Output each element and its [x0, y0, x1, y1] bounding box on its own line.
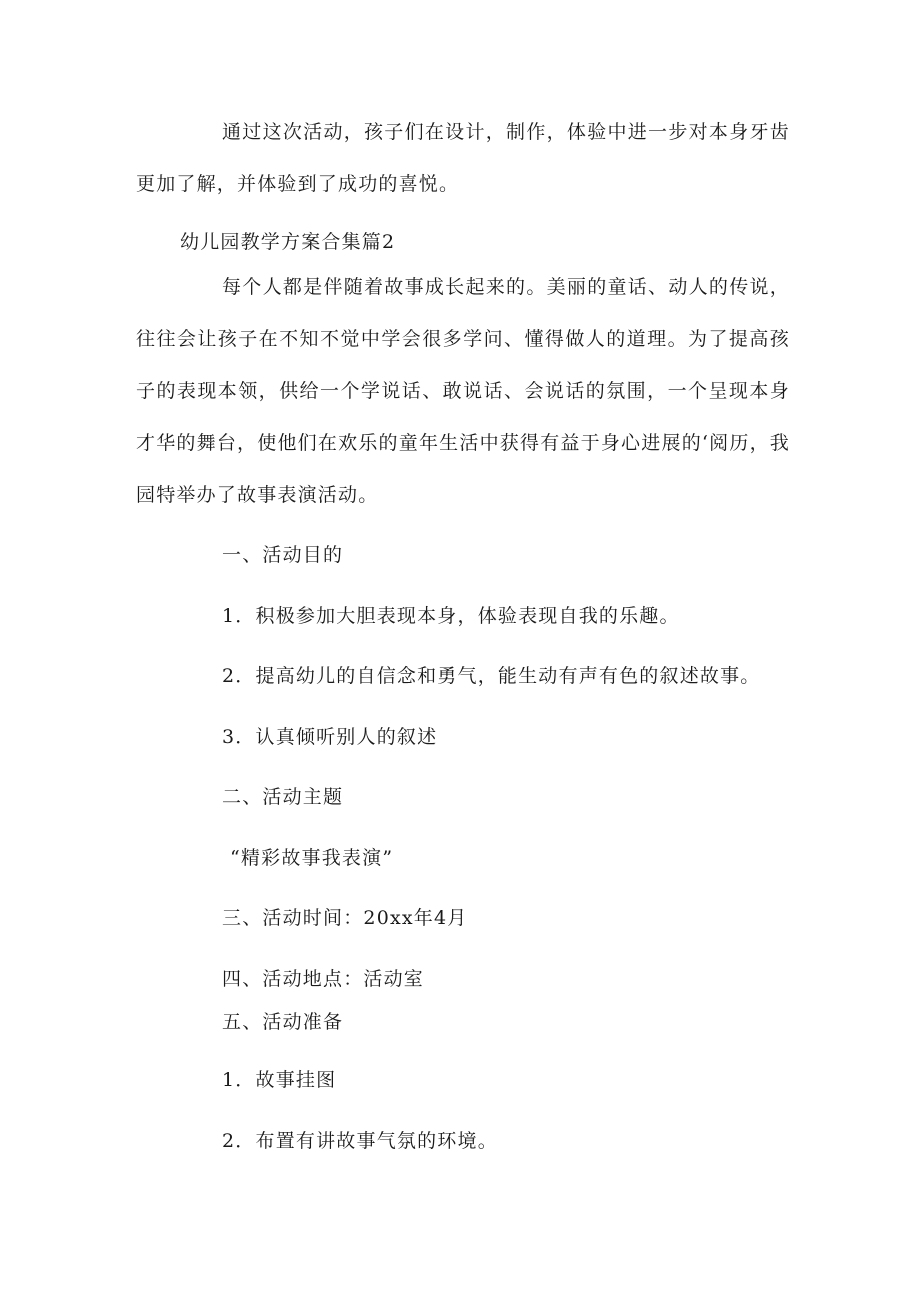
- goal-item-2: 2．提高幼儿的自信念和勇气，能生动有声有色的叙述故事。: [222, 665, 761, 687]
- section-title: 幼儿园教学方案合集篇2: [180, 231, 396, 253]
- goal-item-1: 1．积极参加大胆表现本身，体验表现自我的乐趣。: [222, 605, 680, 627]
- theme-text: “精彩故事我表演”: [230, 847, 394, 869]
- prep-item-2: 2．布置有讲故事气氛的环境。: [222, 1130, 498, 1152]
- paragraph-intro: 通过这次活动，孩子们在设计，制作，体验中进一步对本身牙齿更加了解，并体验到了成功的喜悦。: [136, 121, 790, 195]
- paragraph-story: 每个人都是伴随着故事成长起来的。美丽的童话、动人的传说，往往会让孩子在不知不觉中学会很多学问、懂得做人的道理。为了提高孩子的表现本领，供给一个学说话、敢说话、会说话的氛围，一个呈现本身才华的舞台，使他们在欢乐的童年生活中获得有益于身心进展的‘阅历，我园特举办了故事表演活动。: [136, 276, 790, 506]
- prep-item-1: 1．故事挂图: [222, 1069, 337, 1091]
- activity-time: 三、活动时间：20xx年4月: [222, 907, 468, 929]
- heading-goals: 一、活动目的: [222, 544, 344, 566]
- heading-preparation: 五、活动准备: [222, 1011, 344, 1033]
- goal-item-3: 3．认真倾听别人的叙述: [222, 726, 438, 748]
- activity-place: 四、活动地点：活动室: [222, 968, 425, 990]
- heading-theme: 二、活动主题: [222, 786, 344, 808]
